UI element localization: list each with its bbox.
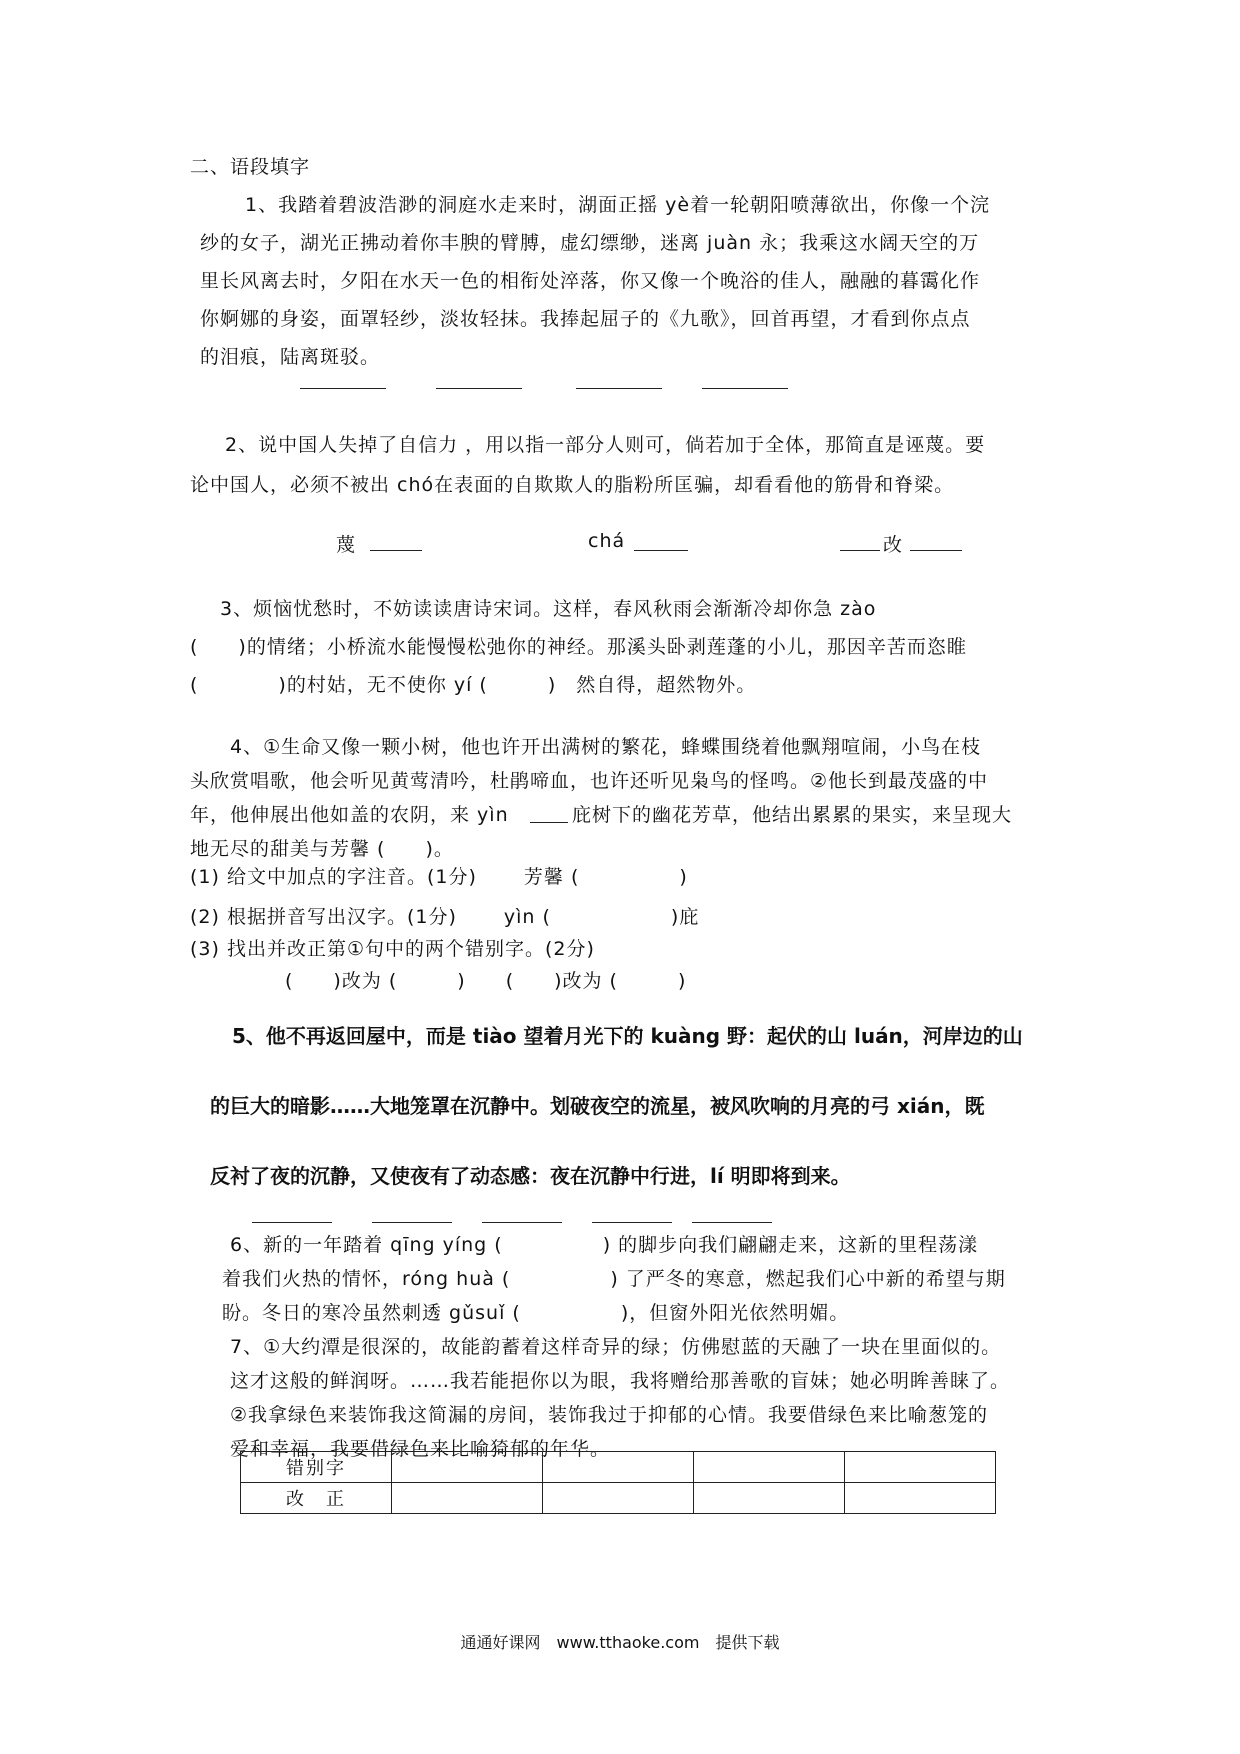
q7-line-2: 这才这般的鲜润呀。……我若能挹你以为眼，我将赠给那善歌的盲妹；她必明眸善睐了。 [230, 1370, 1011, 1392]
q4-subquestion-3: (3) 找出并改正第①句中的两个错别字。(2分) [190, 938, 595, 960]
q1-answer-blank[interactable] [436, 388, 522, 389]
table-cell[interactable] [543, 1452, 694, 1483]
correction-table [240, 1451, 996, 1514]
q5-answer-blank[interactable] [252, 1222, 332, 1223]
table-cell[interactable] [392, 1452, 543, 1483]
q4-correction-row: ( )改为 ( ) ( )改为 ( ) [285, 970, 687, 992]
q2-answer-label: 改 [883, 534, 904, 556]
q3-line-3: ( )的村姑，无不使你 yí ( ) 然自得，超然物外。 [190, 674, 757, 696]
q1-line-5: 的泪痕，陆离斑驳。 [200, 346, 381, 368]
q1-line-2: 纱的女子，湖光正拂动着你丰腴的臂膊，虚幻缥缈，迷离 juàn 永；我乘这水阔天空的万 [200, 232, 980, 254]
q5-line-2: 的巨大的暗影……大地笼罩在沉静中。划破夜空的流星，被风吹响的月亮的弓 xián，既 [210, 1094, 985, 1118]
q7-line-1: 7、①大约潭是很深的，故能韵蓄着这样奇异的绿；仿佛慰蓝的天融了一块在里面似的。 [230, 1336, 1002, 1358]
q3-line-1: 3、烦恼忧愁时，不妨读读唐诗宋词。这样，春风秋雨会渐渐冷却你急 zào [220, 598, 877, 620]
q6-line-2: 着我们火热的情怀，róng huà ( ) 了严冬的寒意，燃起我们心中新的希望与期 [222, 1268, 1006, 1290]
q2-answer-blank[interactable] [370, 550, 422, 551]
table-cell[interactable] [543, 1483, 694, 1514]
q3-line-2: ( )的情绪；小桥流水能慢慢松弛你的神经。那溪头卧剥莲蓬的小儿，那因辛苦而恣睢 [190, 636, 967, 658]
page-footer: 通通好课网 www.tthaoke.com 提供下载 [460, 1633, 780, 1652]
table-header-correction: 改 正 [241, 1483, 392, 1514]
q5-answer-blank[interactable] [692, 1222, 772, 1223]
q5-answer-blank[interactable] [372, 1222, 452, 1223]
q1-line-3: 里长风离去时，夕阳在水天一色的相衔处淬落，你又像一个晚浴的佳人，融融的暮霭化作 [200, 270, 981, 292]
q2-line-1: 2、说中国人失掉了自信力 ，用以指一部分人则可，倘若加于全体，那简直是诬蔑。要 [225, 434, 986, 456]
q4-subquestion-2: (2) 根据拼音写出汉字。(1分) yìn ( )庇 [190, 906, 700, 928]
table-cell[interactable] [694, 1452, 845, 1483]
q5-answer-blank[interactable] [482, 1222, 562, 1223]
q4-line-3a: 年，他伸展出他如盖的农阴，来 yìn [190, 804, 509, 826]
table-cell[interactable] [694, 1483, 845, 1514]
q7-line-3: ②我拿绿色来装饰我这简漏的房间，装饰我过于抑郁的心情。我要借绿色来比喻葱笼的 [230, 1404, 989, 1426]
q1-line-1: 1、我踏着碧波浩渺的洞庭水走来时，湖面正摇 yè着一轮朝阳喷薄欲出，你像一个浣 [245, 194, 991, 216]
q6-line-3: 盼。冬日的寒冷虽然刺透 gǔsuǐ ( )，但窗外阳光依然明媚。 [222, 1302, 850, 1324]
q7-line-4: 爱和幸福，我要借绿色来比喻猗郁的年华。 [230, 1438, 611, 1460]
table-cell[interactable] [392, 1483, 543, 1514]
q2-answer-label: chá [588, 530, 626, 552]
q6-line-1: 6、新的一年踏着 qīng yíng ( ) 的脚步向我们翩翩走来，这新的里程荡漾 [230, 1234, 979, 1256]
section-title: 二、语段填字 [190, 156, 311, 178]
q5-line-3: 反衬了夜的沉静，又使夜有了动态感：夜在沉静中行进，lí 明即将到来。 [210, 1164, 851, 1188]
q1-answer-blank[interactable] [576, 388, 662, 389]
q4-line-3b: 庇树下的幽花芳草，他结出累累的果实，来呈现大 [572, 804, 1013, 826]
q2-answer-blank[interactable] [910, 550, 962, 551]
q4-line-1: 4、①生命又像一颗小树，他也许开出满树的繁花，蜂蝶围绕着他飘翔喧闹，小鸟在枝 [230, 736, 982, 758]
q1-line-4: 你婀娜的身姿，面罩轻纱，淡妆轻抹。我捧起屈子的《九歌》，回首再望，才看到你点点 [200, 308, 971, 330]
q1-answer-blank[interactable] [702, 388, 788, 389]
table-cell[interactable] [845, 1483, 996, 1514]
q2-answer-blank[interactable] [840, 550, 880, 551]
q4-subquestion-1: (1) 给文中加点的字注音。(1分) 芳馨 ( ) [190, 866, 688, 888]
q2-answer-blank[interactable] [634, 550, 688, 551]
table-row [241, 1452, 996, 1483]
table-row [241, 1483, 996, 1514]
q5-answer-blank[interactable] [592, 1222, 672, 1223]
q4-inline-blank[interactable] [530, 822, 568, 823]
q4-line-4: 地无尽的甜美与芳馨 ( )。 [190, 838, 454, 860]
q1-answer-blank[interactable] [300, 388, 386, 389]
table-header-wrong-char: 错别字 [241, 1452, 392, 1483]
q2-line-2: 论中国人，必须不被出 chó在表面的自欺欺人的脂粉所匡骗，却看看他的筋骨和脊梁。 [190, 474, 955, 496]
q5-line-1: 5、他不再返回屋中，而是 tiào 望着月光下的 kuàng 野：起伏的山 luán，河岸边的山 [232, 1024, 1023, 1048]
q4-line-2: 头欣赏唱歌，他会听见黄莺清吟，杜鹃啼血，也许还听见枭鸟的怪鸣。②他长到最茂盛的中 [190, 770, 989, 792]
q2-answer-label: 蔑 [336, 534, 357, 556]
table-cell[interactable] [845, 1452, 996, 1483]
